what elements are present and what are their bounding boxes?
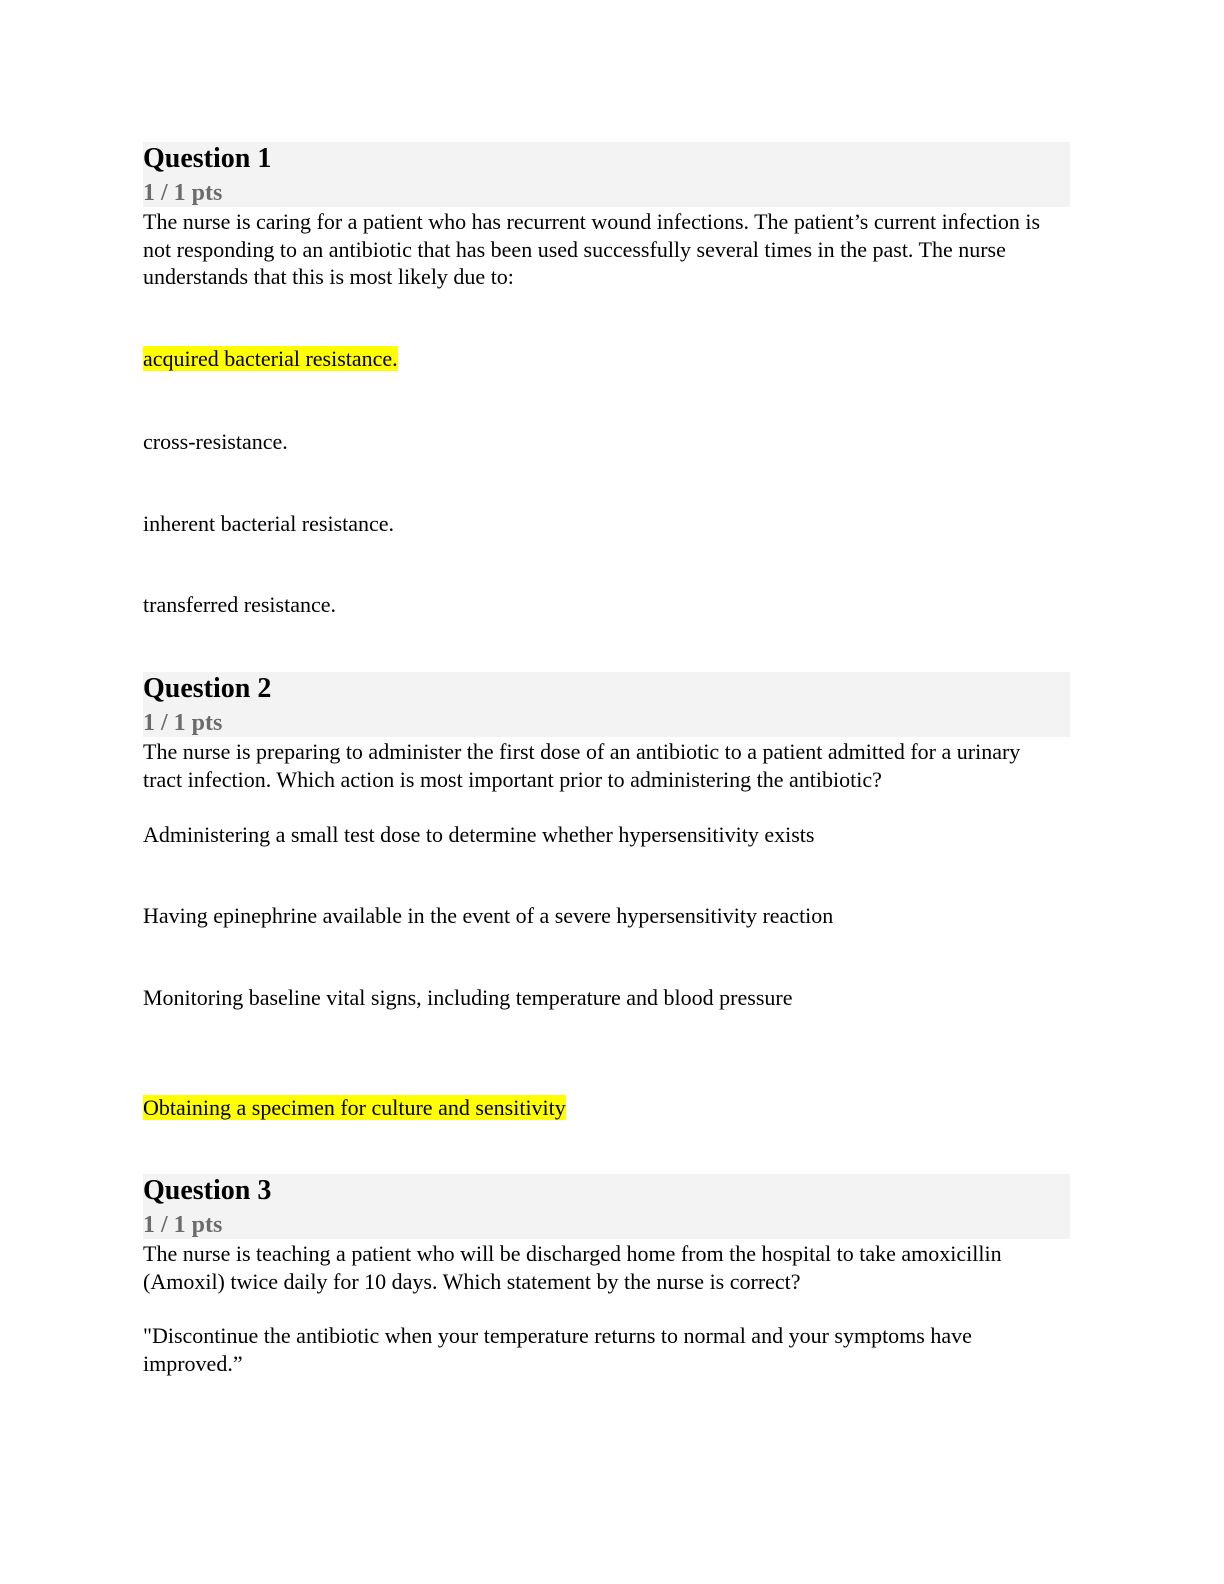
answer-label: transferred resistance. — [143, 592, 337, 617]
question-1-answer-4[interactable] — [143, 591, 336, 618]
question-2-answer-3[interactable] — [143, 984, 792, 1011]
answer-label: inherent bacterial resistance. — [143, 511, 395, 536]
question-2-answer-1[interactable] — [143, 821, 814, 848]
question-3-points: 1 / 1 pts — [143, 1212, 223, 1238]
question-1-text: The nurse is caring for a patient who has recurrent wound infections. The patient’s current infection is not responding to an antibiotic that has been used successfully several times in the past. The nurse understands that this is most likely due to: — [143, 209, 1041, 289]
question-1-answer-2[interactable] — [143, 428, 288, 455]
question-3-header — [143, 1174, 1070, 1239]
question-3-title: Question 3 — [143, 1175, 272, 1206]
question-2-answer-2[interactable] — [143, 902, 833, 929]
question-3-text: The nurse is teaching a patient who will be discharged home from the hospital to take amoxicillin (Amoxil) twice daily for 10 days. Which statement by the nurse is correct? — [143, 1241, 1002, 1294]
question-1-answer-1[interactable] — [143, 345, 398, 372]
answer-label: acquired bacterial resistance. — [143, 346, 398, 371]
question-1-points: 1 / 1 pts — [143, 180, 223, 206]
question-2-answer-4[interactable] — [143, 1094, 566, 1121]
question-2-title: Question 2 — [143, 673, 272, 704]
question-1-title: Question 1 — [143, 143, 272, 174]
answer-label: Administering a small test dose to determine whether hypersensitivity exists — [143, 822, 815, 847]
question-2-text: The nurse is preparing to administer the first dose of an antibiotic to a patient admitted for a urinary tract infection. Which action is most important prior to administering the antibiotic? — [143, 739, 1021, 792]
question-1-header — [143, 142, 1070, 207]
answer-label: Having epinephrine available in the event of a severe hypersensitivity reaction — [143, 903, 834, 928]
question-1-answer-3[interactable] — [143, 510, 394, 537]
question-2-header — [143, 672, 1070, 737]
answer-label: Obtaining a specimen for culture and sensitivity — [143, 1095, 566, 1120]
question-3-answer-1[interactable]: "Discontinue the antibiotic when your temperature returns to normal and your symptoms have improved.” — [143, 1323, 972, 1376]
question-2-points: 1 / 1 pts — [143, 710, 223, 736]
answer-label: cross-resistance. — [143, 429, 288, 454]
answer-label: Monitoring baseline vital signs, including temperature and blood pressure — [143, 985, 793, 1010]
